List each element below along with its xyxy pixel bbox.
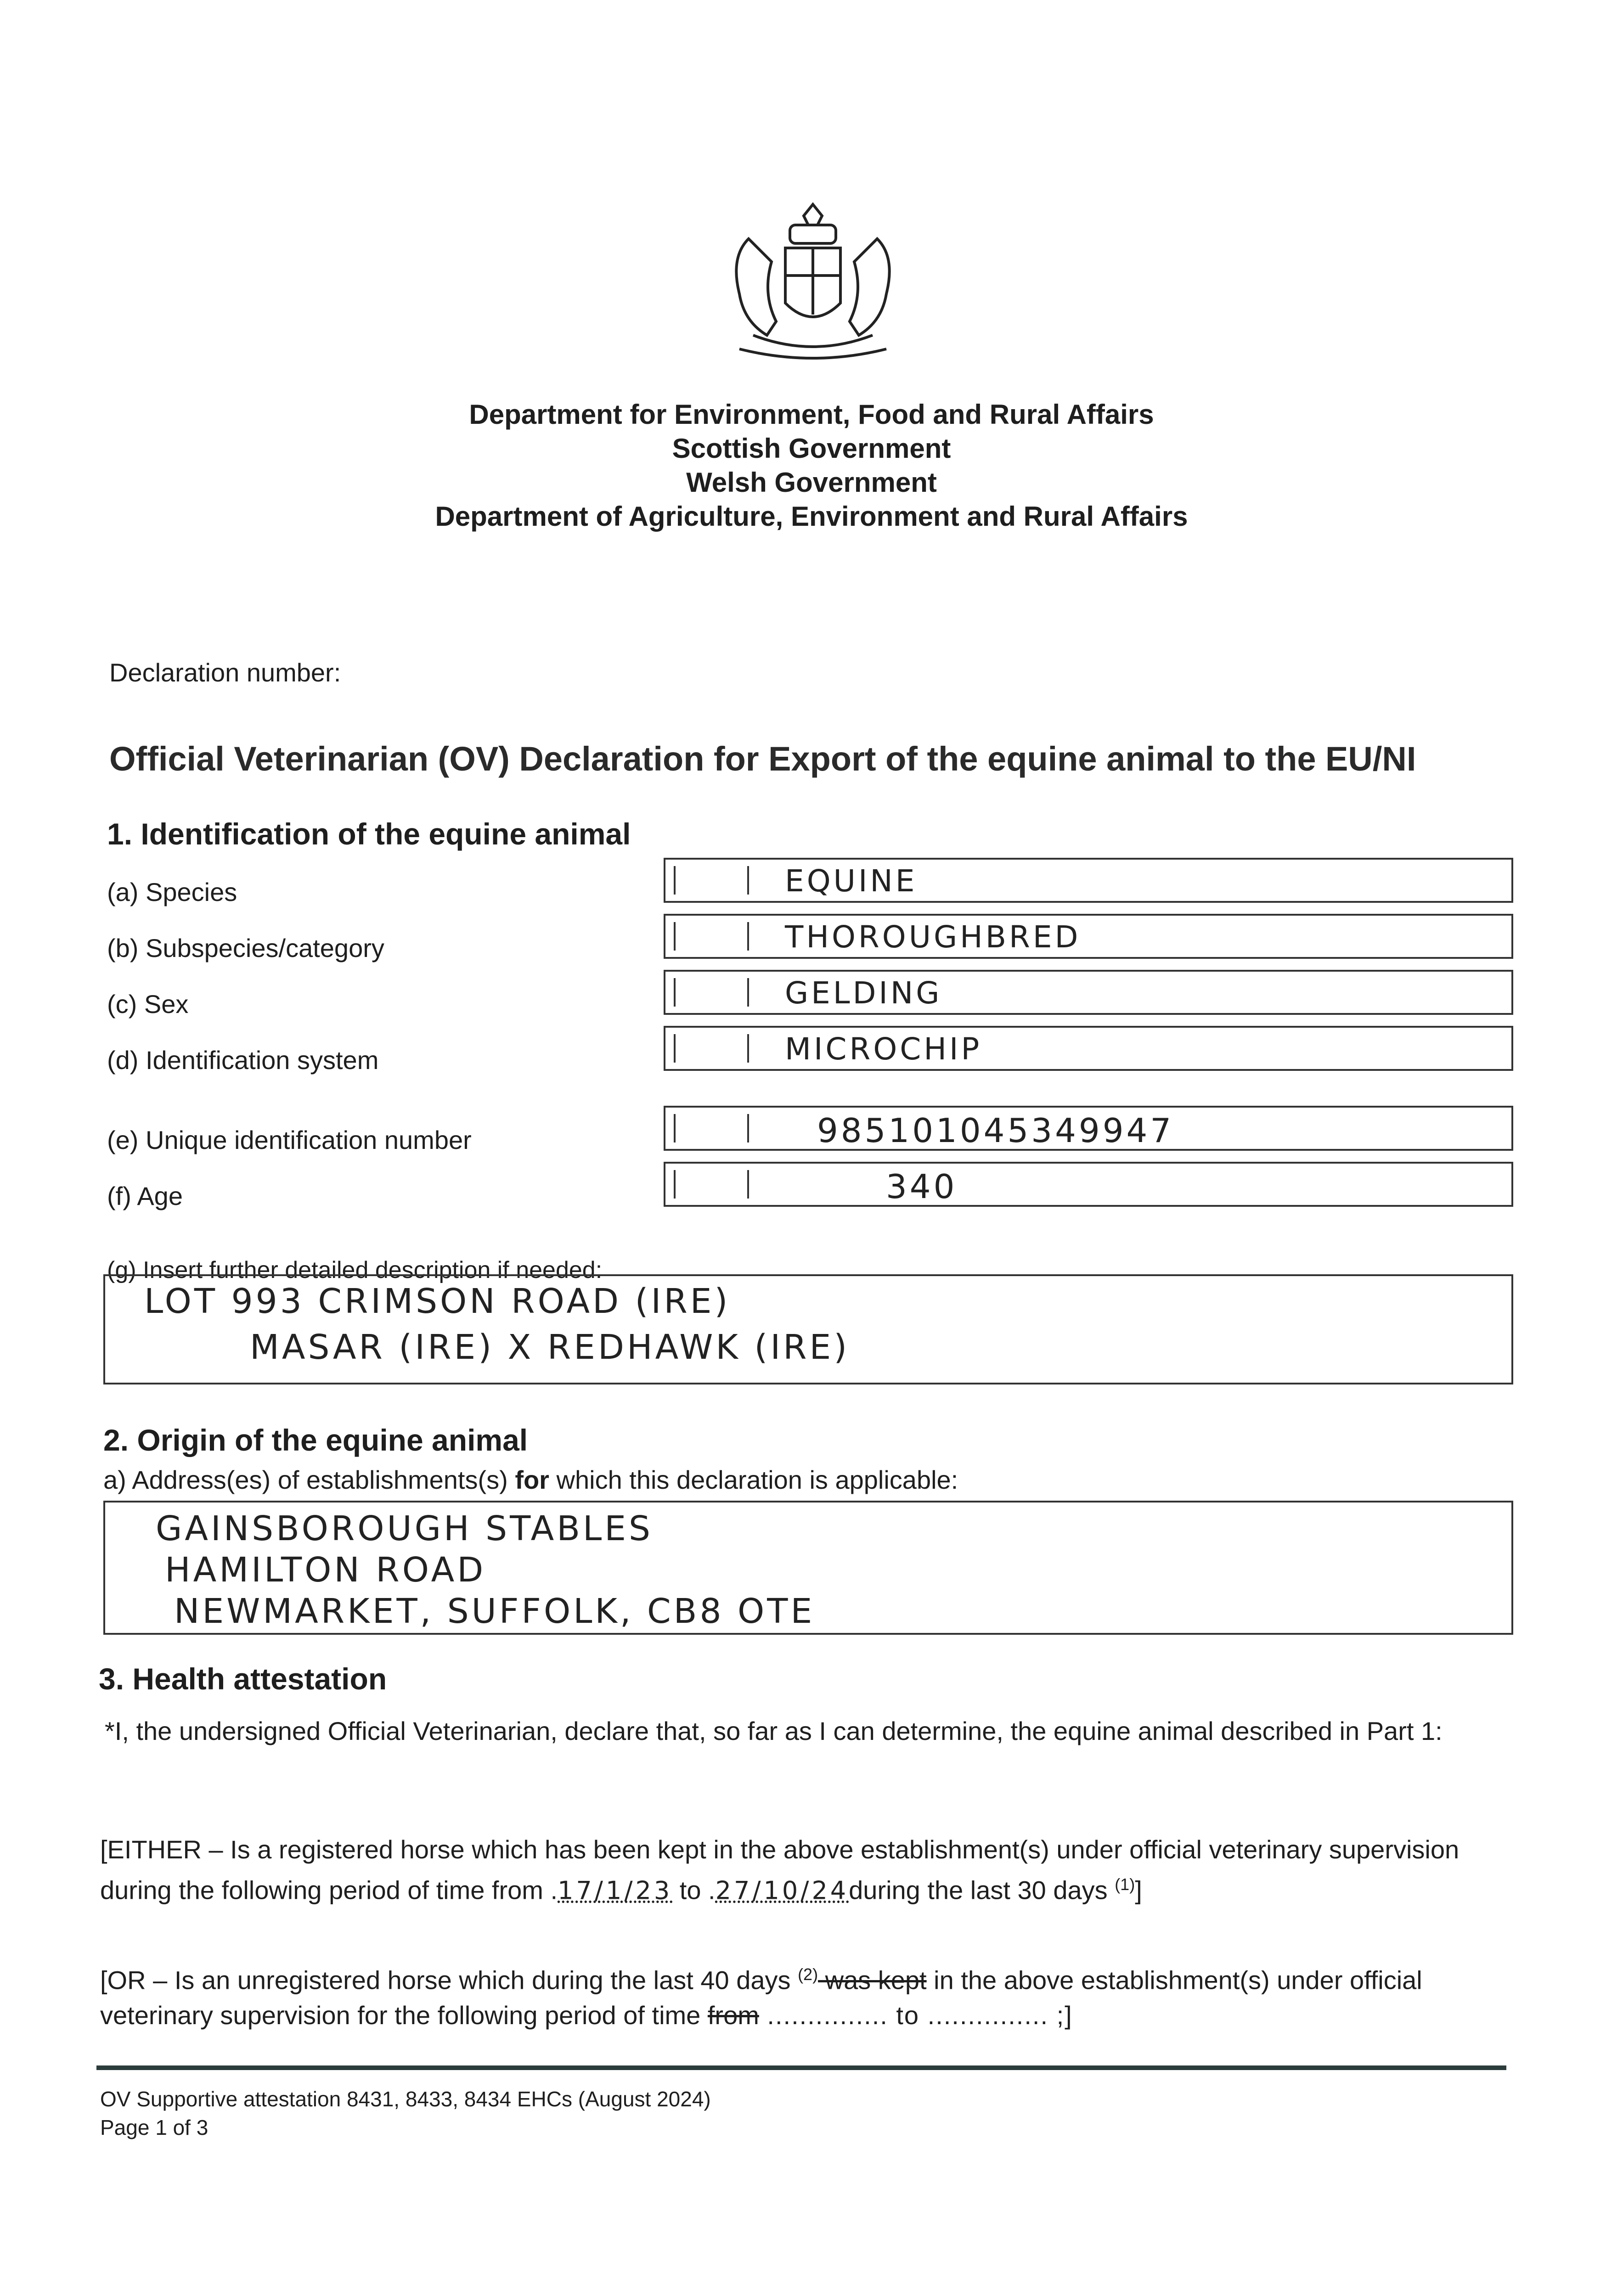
unique-id-label: (e) Unique identification number: [107, 1125, 472, 1154]
age-field[interactable]: [664, 1162, 1513, 1207]
sex-field[interactable]: [664, 970, 1513, 1015]
subspecies-value: THOROUGHBRED: [785, 919, 1081, 955]
footer-attestation-reference: OV Supportive attestation 8431, 8433, 8434 EHCs (August 2024): [100, 2087, 711, 2111]
establishment-address-label: a) Address(es) of establishments(s) for which this declaration is applicable:: [103, 1465, 958, 1494]
either-from-date[interactable]: 17/1/23: [558, 1876, 673, 1905]
sex-value: GELDING: [785, 975, 942, 1011]
species-field[interactable]: [664, 858, 1513, 903]
either-to-date[interactable]: 27/10/24: [715, 1876, 849, 1905]
identification-system-field[interactable]: [664, 1026, 1513, 1071]
further-description-field[interactable]: [103, 1274, 1513, 1384]
identification-system-value: MICROCHIP: [785, 1031, 982, 1067]
further-description-label: (g) Insert further detailed description if needed:: [107, 1257, 603, 1283]
footer-divider: [96, 2065, 1506, 2070]
department-scottish-government: Scottish Government: [672, 433, 951, 464]
further-description-line-2: MASAR (IRE) X REDHAWK (IRE): [250, 1328, 850, 1367]
or-strike-from: from: [707, 2000, 759, 2030]
species-label: (a) Species: [107, 878, 237, 906]
or-strike-was-kept: was kept: [818, 1965, 927, 1995]
age-label: (f) Age: [107, 1182, 183, 1210]
department-defra: Department for Environment, Food and Rural Affairs: [469, 399, 1154, 430]
either-clause: [EITHER – Is a registered horse which has been kept in the above establishment(s) under official veterinary supervision during the following period of time from .17/1/23 to .27/10/24during the last 30 days $^{(1)}$]: [100, 1835, 1460, 1905]
address-line-1: GAINSBOROUGH STABLES: [156, 1509, 653, 1548]
subspecies-label: (b) Subspecies/category: [107, 934, 384, 962]
section-2-heading: 2. Origin of the equine animal: [103, 1423, 528, 1457]
age-value: 340: [886, 1167, 958, 1206]
document-title: Official Veterinarian (OV) Declaration for Export of the equine animal to the EU/NI: [109, 740, 1416, 778]
address-line-2: HAMILTON ROAD: [165, 1550, 486, 1590]
establishment-address-field[interactable]: [103, 1501, 1513, 1635]
department-welsh-government: Welsh Government: [686, 467, 937, 498]
royal-coat-of-arms-logo: [712, 197, 914, 377]
or-clause: [OR – Is an unregistered horse which during the last 40 days $^{(2)}$ was kept in the above establishment(s) under official veterinary supervision for the following period of time from ............... to ............... ;]: [100, 1965, 1422, 2030]
unique-id-field[interactable]: [664, 1106, 1513, 1151]
identification-system-label: (d) Identification system: [107, 1046, 379, 1075]
unique-id-value: 985101045349947: [817, 1111, 1174, 1150]
footer-page-number: Page 1 of 3: [100, 2116, 209, 2139]
health-attestation-intro: *I, the undersigned Official Veterinarian, declare that, so far as I can determine, the equine animal described in Part 1:: [105, 1716, 1443, 1745]
subspecies-field[interactable]: [664, 914, 1513, 959]
section-3-heading: 3. Health attestation: [99, 1662, 387, 1696]
species-value: EQUINE: [785, 863, 918, 899]
further-description-line-1: LOT 993 CRIMSON ROAD (IRE): [144, 1282, 731, 1321]
section-1-heading: 1. Identification of the equine animal: [107, 817, 631, 851]
sex-label: (c) Sex: [107, 990, 189, 1019]
address-line-3: NEWMARKET, SUFFOLK, CB8 OTE: [174, 1592, 815, 1631]
department-daera: Department of Agriculture, Environment and Rural Affairs: [435, 501, 1188, 532]
declaration-number-label: Declaration number:: [109, 658, 341, 687]
